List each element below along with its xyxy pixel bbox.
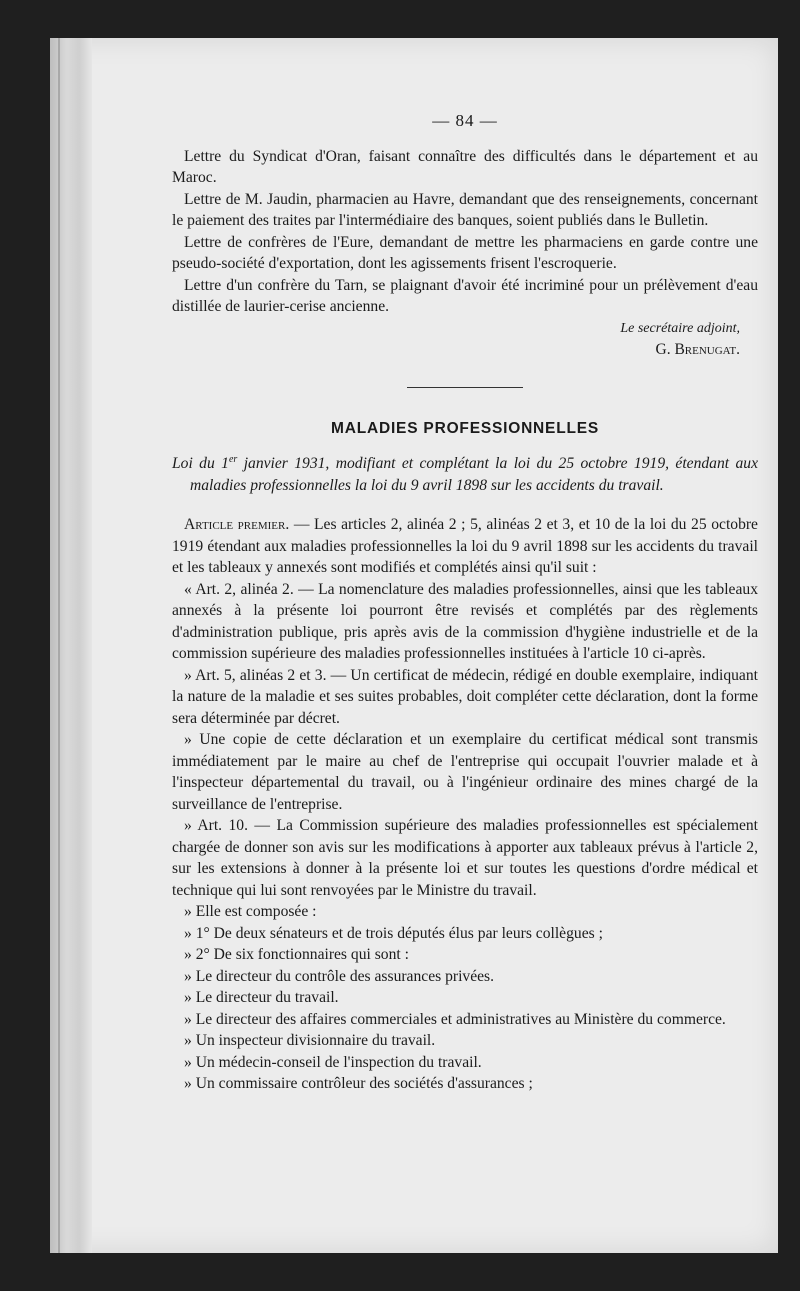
list-item: » Un inspecteur divisionnaire du travail. [184,1032,436,1049]
page-number: — 84 — [432,111,498,130]
letter-paragraph: Lettre du Syndicat d'Oran, faisant connaître des difficultés dans le département et au Maroc. [172,147,758,186]
letter-paragraph: Lettre de confrères de l'Eure, demandant de mettre les pharmaciens en garde contre une pseudo-société d'exportation, dont les agissements frisent l'escroquerie. [172,233,758,272]
law-title-rest: janvier 1931, modifiant et complétant la loi du 25 octobre 1919, étendant aux maladies professionnelles la loi du 9 avril 1898 sur les accidents du travail. [190,455,758,494]
section-title: MALADIES PROFESSIONNELLES [330,419,600,437]
list-item: » Un médecin-conseil de l'inspection du travail. [184,1053,482,1071]
list-item: » Le directeur du travail. [184,989,339,1006]
list-item: » Elle est composée : [184,903,317,920]
law-title-start: Loi du 1 [172,455,229,472]
law-paragraph: » Art. 10. — La Commission supérieure des maladies professionnelles est spécialement chargée de donner son avis sur les modifications à apporter aux tableaux prévus à l'article 2, sur les extensions à donner à la présente loi et sur toutes les questions d'ordre médical et technique qui lui sont renvoyées par le Ministre du travail. [172,817,758,899]
law-paragraph: » Art. 5, alinéas 2 et 3. — Un certificat de médecin, rédigé en double exemplaire, indiquant la nature de la maladie et ses suites probables, doit compléter cette déclaration, dont la forme sera déterminée par décret. [172,666,758,727]
law-title-superscript: er [228,453,238,465]
list-item: » 2° De six fonctionnaires qui sont : [184,946,409,963]
list-item: » Un commissaire contrôleur des sociétés d'assurances ; [184,1075,533,1092]
law-title [172,453,758,496]
letter-paragraph: Lettre de M. Jaudin, pharmacien au Havre, demandant que des renseignements, concernant le paiement des traites par l'intermédiaire des banques, soient publiés dans le Bulletin. [172,190,758,229]
list-item: » Le directeur des affaires commerciales et administratives au Ministère du commerce. [184,1010,726,1028]
page-content [172,110,758,1095]
section-divider [407,387,523,388]
list-item: » 1° De deux sénateurs et de trois députés élus par leurs collègues ; [184,924,603,942]
article-text: — Les articles 2, alinéa 2 ; 5, alinéas 2 et 3, et 10 de la loi du 25 octobre 1919 étendant aux maladies professionnelles la loi du 9 avril 1898 sur les accidents du travail et les tableaux y annexés sont modifiés et complétés ainsi qu'il suit : [172,516,758,576]
law-paragraph: » Une copie de cette déclaration et un exemplaire du certificat médical sont transmis immédiatement par le maire au chef de l'entreprise qui occupait l'ouvrier malade et à l'inspecteur départemental du travail, ou à l'ingénieur ordinaire des mines chargé de la surveillance de l'entreprise. [172,731,758,813]
letter-paragraph: Lettre d'un confrère du Tarn, se plaignant d'avoir été incriminé pour un prélèvement d'eau distillée de laurier-cerise ancienne. [172,276,758,315]
article-label: Article premier. [184,516,290,533]
article-paragraph [172,514,758,579]
signature-role: Le secrétaire adjoint, [620,320,740,336]
list-item: » Le directeur du contrôle des assurances privées. [184,967,495,985]
document-page [50,38,778,1253]
signature-name: G. Brenugat. [655,341,740,358]
law-paragraph: « Art. 2, alinéa 2. — La nomenclature des maladies professionnelles, ainsi que les tableaux annexés à la présente loi pourront être revisés et complétés par des règlements d'administration publique, pris après avis de la commission d'hygiène industrielle et de la commission supérieure des maladies professionnelles instituées à l'article 10 ci-après. [172,580,758,662]
page-binding-edge [50,38,92,1253]
